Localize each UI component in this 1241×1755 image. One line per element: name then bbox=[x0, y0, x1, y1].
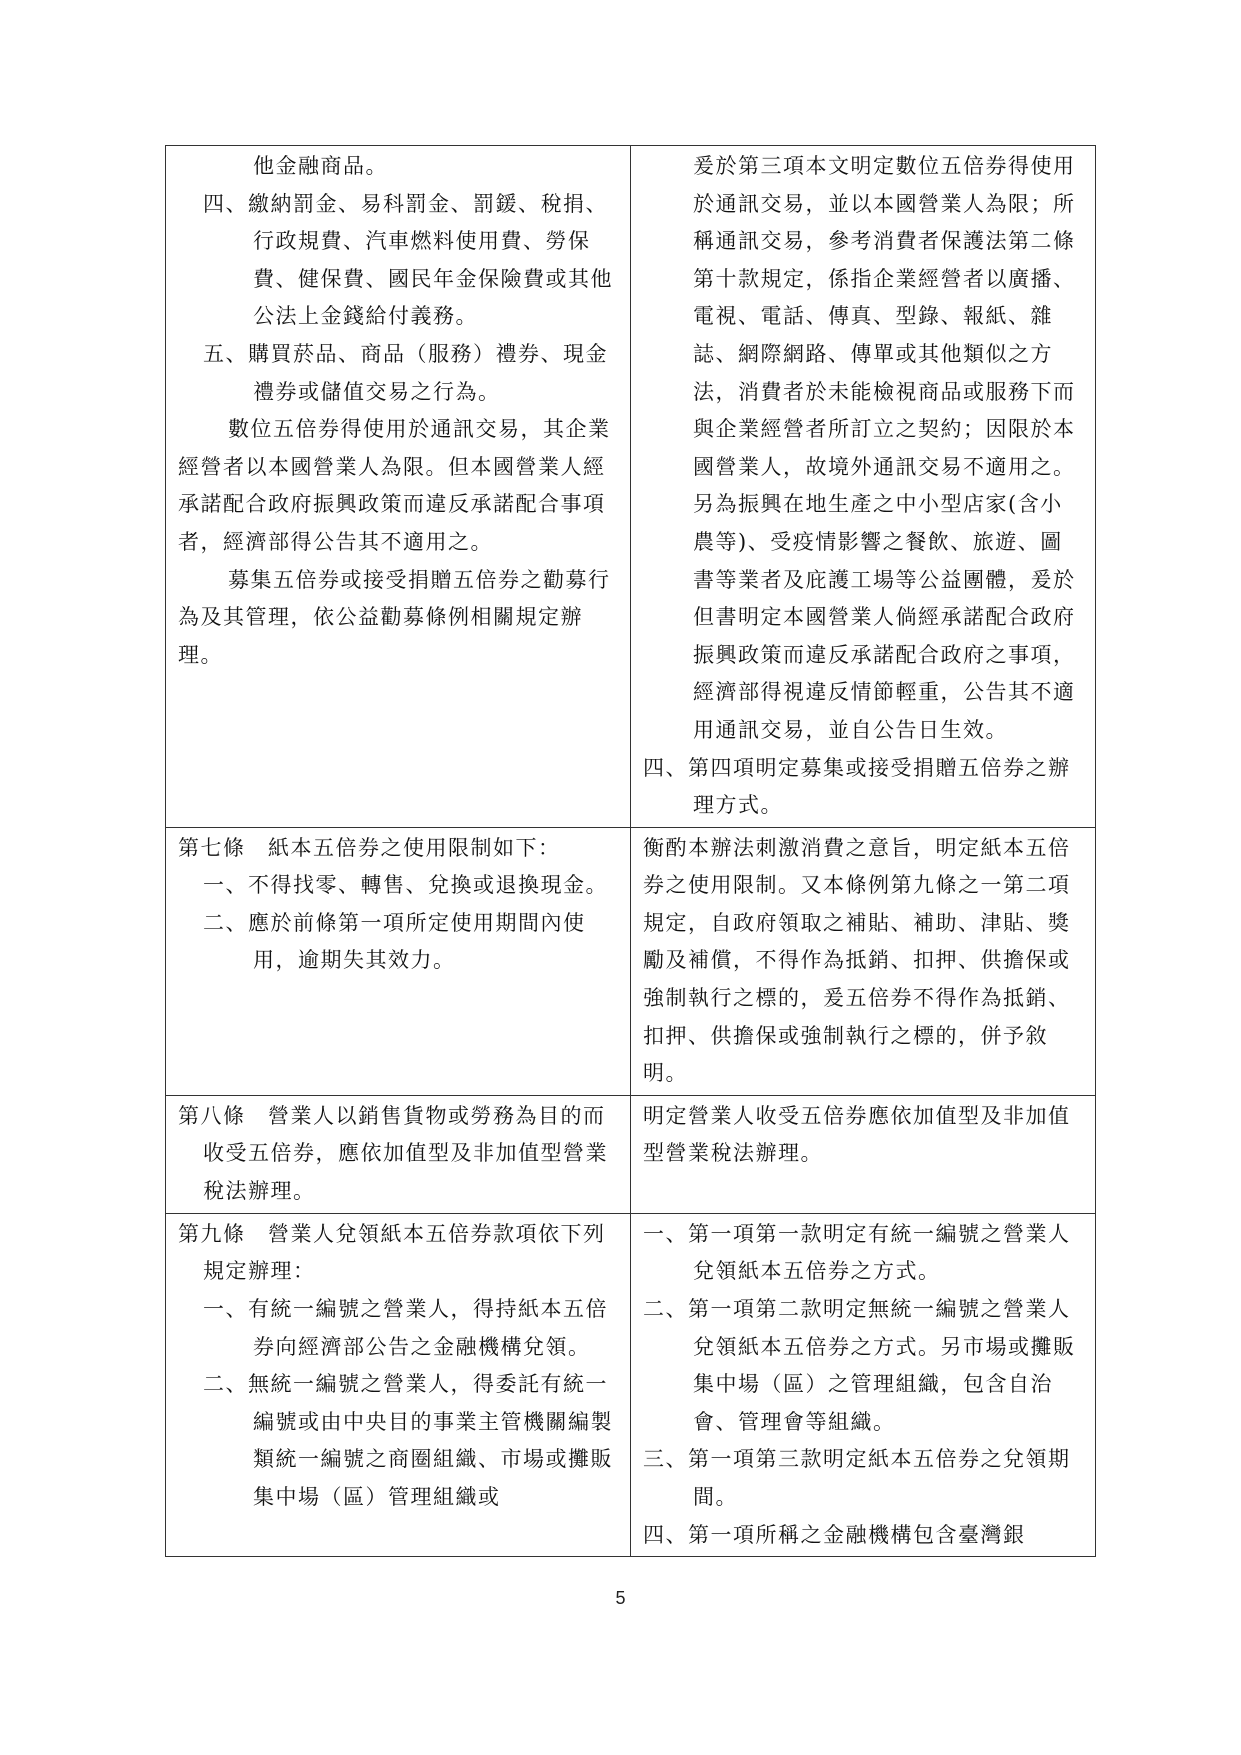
explanation-cell bbox=[631, 1213, 1096, 1556]
explanation-text: 衡酌本辦法刺激消費之意旨，明定紙本五倍券之使用限制。又本條例第九條之一第二項規定，自政府領取之補貼、補助、津貼、獎勵及補償，不得作為抵銷、扣押、供擔保或強制執行之標的，爰五倍券不得作為抵銷、扣押、供擔保或強制執行之標的，併予敘明。 bbox=[643, 835, 1071, 1086]
explanation-item: 三、第一項第三款明定紙本五倍券之兌領期間。 bbox=[643, 1447, 1071, 1509]
provision-item: 四、繳納罰金、易科罰金、罰鍰、稅捐、行政規費、汽車燃料使用費、勞保費、健保費、國民年金保險費或其他公法上金錢給付義務。 bbox=[203, 191, 613, 329]
explanation-cell bbox=[631, 146, 1096, 828]
provision-item: 二、無統一編號之營業人，得委託有統一編號或由中央目的事業主管機關編製類統一編號之商圈組織、市場或攤販集中場（區）管理組織或 bbox=[203, 1372, 613, 1509]
explanation-text: 明定營業人收受五倍券應依加值型及非加值型營業稅法辦理。 bbox=[643, 1103, 1071, 1166]
article-heading: 第八條 營業人以銷售貨物或勞務為目的而收受五倍券，應依加值型及非加值型營業稅法辦理。 bbox=[178, 1103, 608, 1204]
provision-cell bbox=[166, 146, 631, 828]
explanation-item: 一、第一項第一款明定有統一編號之營業人兌領紙本五倍券之方式。 bbox=[643, 1221, 1071, 1284]
provision-item: 二、應於前條第一項所定使用期間內使用，逾期失其效力。 bbox=[203, 910, 586, 973]
provision-cell bbox=[166, 1213, 631, 1556]
provision-item: 一、有統一編號之營業人，得持紙本五倍券向經濟部公告之金融機構兌領。 bbox=[203, 1297, 608, 1359]
explanation-item: 四、第一項所稱之金融機構包含臺灣銀 bbox=[643, 1522, 1026, 1547]
provision-paragraph: 數位五倍券得使用於通訊交易，其企業經營者以本國營業人為限。但本國營業人經承諾配合政府振興政策而違反承諾配合事項者，經濟部得公告其不適用之。 bbox=[178, 417, 611, 554]
provision-cell bbox=[166, 827, 631, 1095]
explanation-cell bbox=[631, 1095, 1096, 1213]
explanation-cell bbox=[631, 827, 1096, 1095]
table-row bbox=[166, 146, 1096, 828]
table-row bbox=[166, 827, 1096, 1095]
article-heading: 第九條 營業人兌領紙本五倍券款項依下列規定辦理： bbox=[178, 1221, 606, 1284]
provision-item: 一、不得找零、轉售、兌換或退換現金。 bbox=[203, 873, 608, 898]
explanation-text: 爰於第三項本文明定數位五倍券得使用於通訊交易，並以本國營業人為限；所稱通訊交易，參考消費者保護法第二條第十款規定，係指企業經營者以廣播、電視、電話、傳真、型錄、報紙、雜誌、網際網路、傳單或其他類似之方法，消費者於未能檢視商品或服務下而與企業經營者所訂立之契約；因限於本國營業人，故境外通訊交易不適用之。另為振興在地生產之中小型店家(含小農等)、受疫情影響之餐飲、旅遊、圖書等業者及庇護工場等公益團體，爰於但書明定本國營業人倘經承諾配合政府振興政策而違反承諾配合政府之事項，經濟部得視違反情節輕重，公告其不適用通訊交易，並自公告日生效。 bbox=[693, 154, 1076, 742]
provision-cell bbox=[166, 1095, 631, 1213]
provision-paragraph: 募集五倍券或接受捐贈五倍券之勸募行為及其管理，依公益勸募條例相關規定辦理。 bbox=[178, 567, 611, 667]
explanation-item: 二、第一項第二款明定無統一編號之營業人兌領紙本五倍券之方式。另市場或攤販集中場（區）之管理組織，包含自治會、管理會等組織。 bbox=[643, 1297, 1076, 1434]
explanation-item: 四、第四項明定募集或接受捐贈五倍券之辦理方式。 bbox=[643, 755, 1071, 818]
comparison-table bbox=[165, 145, 1096, 1557]
provision-item: 五、購買菸品、商品（服務）禮券、現金禮券或儲值交易之行為。 bbox=[203, 341, 608, 404]
article-heading: 第七條 紙本五倍券之使用限制如下： bbox=[178, 835, 561, 860]
page-number: 5 bbox=[615, 1588, 626, 1608]
table-row bbox=[166, 1095, 1096, 1213]
table-row bbox=[166, 1213, 1096, 1556]
provision-text: 他金融商品。 bbox=[253, 154, 388, 178]
